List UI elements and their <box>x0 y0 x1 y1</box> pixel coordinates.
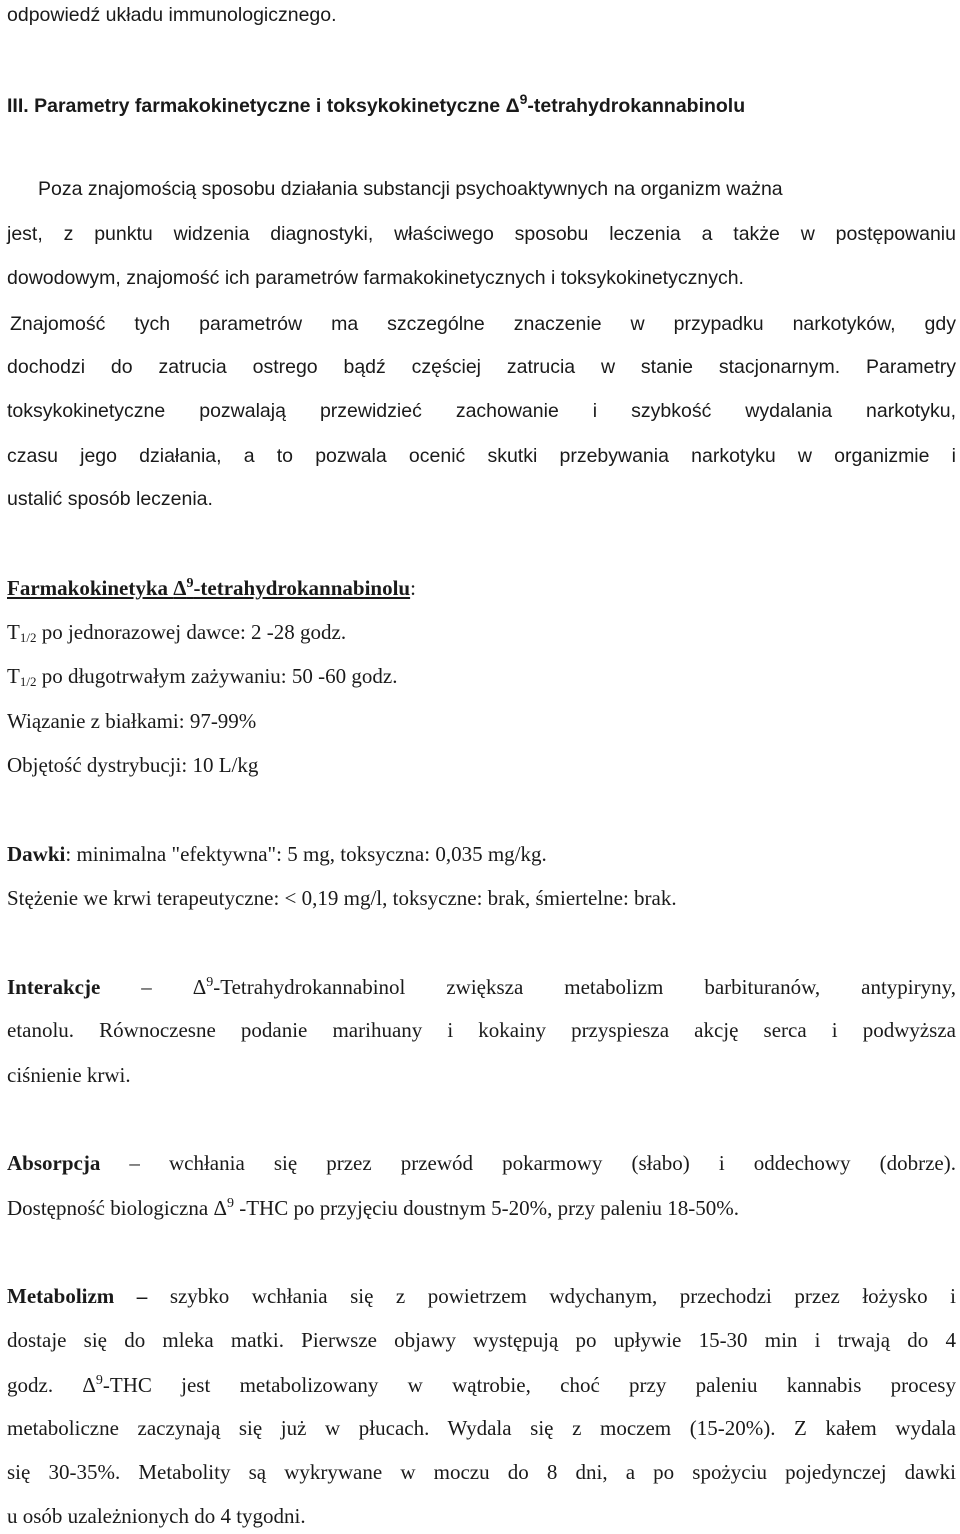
para-line-2: jest, z punktu widzenia diagnostyki, właściwego sposobu leczenia a także w postępowaniu <box>7 223 956 245</box>
para-line-4: Znajomość tych parametrów ma szczególne znaczenie w przypadku narkotyków, gdy <box>10 313 956 335</box>
section-heading: III. Parametry farmakokinetyczne i toksykokinetyczne $\Delta^9$-tetrahydrokannabinolu <box>7 91 746 117</box>
absorption-line-2: Dostępność biologiczna $\Delta^9$ -THC po przyjęciu doustnym 5-20%, przy paleniu 18-50%. <box>7 1196 740 1220</box>
para-line-6: toksykokinetyczne pozwalają przewidzieć zachowanie i szybkość wydalania narkotyku, <box>7 400 956 422</box>
interactions-line-1: Interakcje – $\Delta^9$-Tetrahydrokannabinol zwiększa metabolizm barbituranów, antypiryny, <box>7 975 957 999</box>
pk-t-half-chronic: $T_{1/2}$ po długotrwałym zażywaniu: 50 -60 godz. <box>7 664 398 689</box>
pk-protein-binding: Wiązanie z białkami: 97-99% <box>7 709 257 733</box>
metabolism-line-1: Metabolizm – szybko wchłania się z powietrzem wdychanym, przechodzi przez łożysko i <box>7 1284 957 1308</box>
delta-symbol: Δ <box>505 95 520 117</box>
delta-symbol: Δ <box>213 1196 227 1220</box>
metabolism-line-2: dostaje się do mleka matki. Pierwsze objawy występują po upływie 15-30 min i trwają do 4 <box>7 1328 956 1352</box>
blood-concentration: Stężenie we krwi terapeutyczne: < 0,19 mg/l, toksyczne: brak, śmiertelne: brak. <box>7 886 677 910</box>
pk-title: Farmakokinetyka $\Delta^9$-tetrahydrokannabinolu: <box>7 576 416 600</box>
interactions-line-2: etanolu. Równoczesne podanie marihuany i kokainy przyspiesza akcję serca i podwyższa <box>7 1018 956 1042</box>
para-line-7: czasu jego działania, a to pozwala ocenić skutki przebywania narkotyku w organizmie i <box>7 445 956 467</box>
intro-tail: odpowiedź układu immunologicznego. <box>7 4 337 26</box>
delta-symbol: Δ <box>192 975 207 999</box>
metabolism-line-4: metaboliczne zaczynają się już w płucach. Wydala się z moczem (15-20%). Z kałem wydala <box>7 1416 956 1440</box>
delta-symbol: Δ <box>173 576 187 600</box>
pk-t-half-single: $T_{1/2}$ po jednorazowej dawce: 2 -28 godz. <box>7 620 347 645</box>
metabolism-line-6: u osób uzależnionych do 4 tygodni. <box>7 1504 306 1528</box>
para-line-5: dochodzi do zatrucia ostrego bądź częściej zatrucia w stanie stacjonarnym. Parametry <box>7 356 956 378</box>
delta-symbol: Δ <box>82 1373 96 1397</box>
pk-volume: Objętość dystrybucji: 10 L/kg <box>7 753 259 777</box>
metabolism-line-5: się 30-35%. Metabolity są wykrywane w moczu do 8 dni, a po spożyciu pojedynczej dawki <box>7 1460 956 1484</box>
doses-line: Dawki: minimalna "efektywna": 5 mg, toksyczna: 0,035 mg/kg. <box>7 842 547 866</box>
para-line-1: Poza znajomością sposobu działania substancji psychoaktywnych na organizm ważna <box>38 178 783 200</box>
metabolism-line-3: godz. $\Delta^9$-THC jest metabolizowany w wątrobie, choć przy paleniu kannabis procesy <box>7 1373 956 1397</box>
absorption-line-1: Absorpcja – wchłania się przez przewód pokarmowy (słabo) i oddechowy (dobrze). <box>7 1151 956 1175</box>
para-line-8: ustalić sposób leczenia. <box>7 488 213 510</box>
para-line-3: dowodowym, znajomość ich parametrów farmakokinetycznych i toksykokinetycznych. <box>7 267 744 289</box>
interactions-line-3: ciśnienie krwi. <box>7 1063 131 1087</box>
